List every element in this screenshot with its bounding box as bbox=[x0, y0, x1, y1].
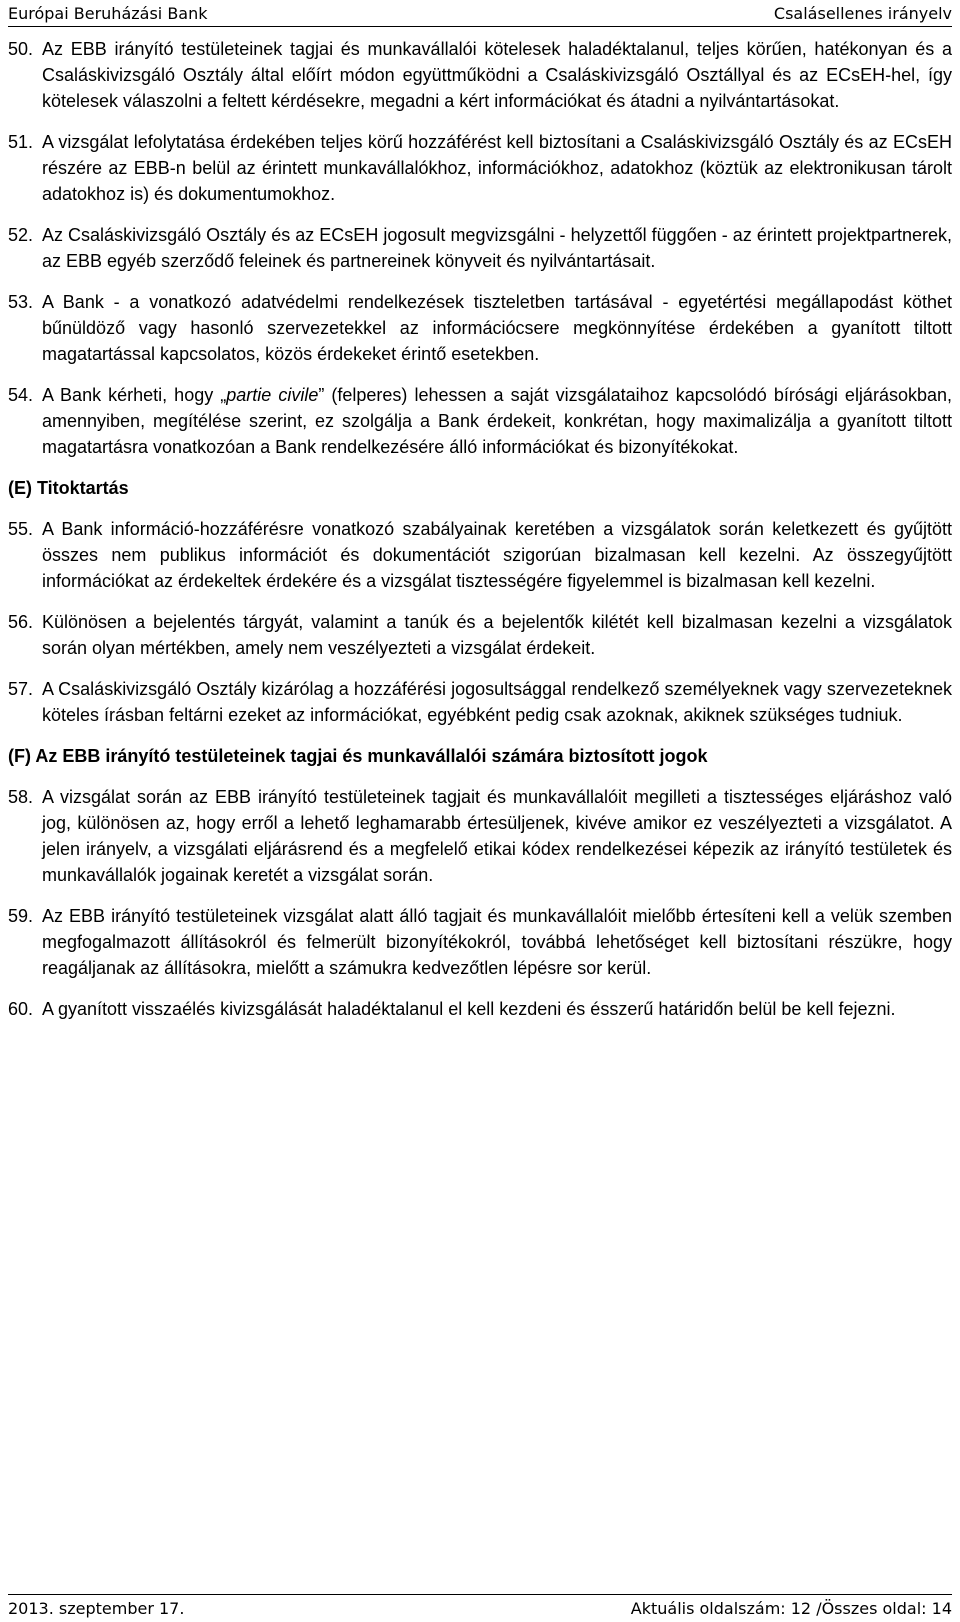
paragraph-54 bbox=[8, 382, 952, 460]
paragraph-50 bbox=[8, 36, 952, 114]
paragraph-number: 53. bbox=[8, 292, 34, 312]
paragraph-55 bbox=[8, 516, 952, 594]
document-body bbox=[8, 36, 952, 1037]
paragraph-text bbox=[42, 382, 952, 460]
paragraph-number: 54. bbox=[8, 385, 34, 405]
paragraph-text: Az EBB irányító testületeinek vizsgálat alatt álló tagjait és munkavállalóit mielőbb értesíteni kell a velük szemben megfogalmazott állításokról és felmerült bizonyítékokról, továbbá lehetőséget kell biztosítani részükre, hogy reagáljanak az állításokra, mielőtt a számukra kedvezőtlen lépésre sor kerül. bbox=[42, 906, 952, 978]
paragraph-number: 60. bbox=[8, 999, 34, 1019]
header-bank-name: Európai Beruházási Bank bbox=[8, 3, 208, 23]
paragraph-text: A Csaláskivizsgáló Osztály kizárólag a hozzáférési jogosultsággal rendelkező személyeknek vagy szervezeteknek köteles írásban feltárni ezeket az információkat, egyébként pedig csak azoknak, akiknek szükséges tudniuk. bbox=[42, 679, 952, 725]
italic-term: partie civile bbox=[226, 385, 319, 405]
footer-date: 2013. szeptember 17. bbox=[8, 1598, 185, 1618]
section-heading-f: (F) Az EBB irányító testületeinek tagjai és munkavállalói számára biztosított jogok bbox=[8, 746, 708, 766]
paragraph-56 bbox=[8, 609, 952, 661]
paragraph-53 bbox=[8, 289, 952, 367]
paragraph-text: Különösen a bejelentés tárgyát, valamint a tanúk és a bejelentők kilétét kell bizalmasan kezelni a vizsgálatok során olyan mértékben, amely nem veszélyezteti a vizsgálat érdekeit. bbox=[42, 612, 952, 658]
paragraph-60 bbox=[8, 996, 952, 1022]
paragraph-text: Az Csaláskivizsgáló Osztály és az ECsEH jogosult megvizsgálni - helyzettől függően - az érintett projektpartnerek, az EBB egyéb szerződő feleinek és partnereinek könyveit és nyilvántartásait. bbox=[42, 225, 952, 271]
paragraph-number: 50. bbox=[8, 39, 34, 59]
paragraph-text: Az EBB irányító testületeinek tagjai és munkavállalói kötelesek haladéktalanul, teljes körűen, hatékonyan és a Csaláskivizsgáló Osztály által előírt módon együttműködni a Csaláskivizsgáló Osztállyal és az ECsEH-hel, így kötelesek válaszolni a feltett kérdésekre, megadni a kért információkat és átadni a nyilvántartásokat. bbox=[42, 39, 952, 111]
footer-page-number: Aktuális oldalszám: 12 /Összes oldal: 14 bbox=[630, 1598, 952, 1618]
paragraph-number: 56. bbox=[8, 612, 34, 632]
paragraph-number: 59. bbox=[8, 906, 34, 926]
section-heading-e: (E) Titoktartás bbox=[8, 478, 129, 498]
paragraph-57 bbox=[8, 676, 952, 728]
paragraph-number: 52. bbox=[8, 225, 34, 245]
paragraph-number: 57. bbox=[8, 679, 34, 699]
paragraph-number: 58. bbox=[8, 787, 34, 807]
page-footer bbox=[8, 1594, 952, 1621]
paragraph-text: A vizsgálat során az EBB irányító testületeinek tagjait és munkavállalóit megilleti a tisztességes eljáráshoz való jog, különösen az, hogy erről a lehető leghamarabb értesüljenek, kivéve amikor ez veszélyezteti a vizsgálatot. A jelen irányelv, a vizsgálati eljárásrend és a megfelelő etikai kódex rendelkezései képezik az irányító testületek és munkavállalók jogainak keretét a vizsgálat során. bbox=[42, 787, 952, 885]
paragraph-text: A gyanított visszaélés kivizsgálását haladéktalanul el kell kezdeni és ésszerű határidőn belül be kell fejezni. bbox=[42, 999, 896, 1019]
paragraph-text: A Bank - a vonatkozó adatvédelmi rendelkezések tiszteletben tartásával - egyetértési megállapodást köthet bűnüldöző vagy hasonló szervezetekkel az információcsere megkönnyítése érdekében a gyanított tiltott magatartással kapcsolatos, közös érdekeket érintő esetekben. bbox=[42, 292, 952, 364]
text-segment: A Bank kérheti, hogy „ bbox=[42, 385, 227, 405]
paragraph-58 bbox=[8, 784, 952, 888]
paragraph-number: 55. bbox=[8, 519, 34, 539]
header-document-title: Csalásellenes irányelv bbox=[773, 3, 952, 23]
text-segment: ” (felperes) lehessen a saját vizsgálataihoz kapcsolódó bírósági eljárásokban, amennyiben, megítélése szerint, ez szolgálja a Bank érdekeit, konkrétan, hogy maximalizálja a gyanított tiltott magatartásra vonatkozóan a Bank rendelkezésére álló információkat és bizonyítékokat. bbox=[42, 385, 952, 457]
paragraph-text: A vizsgálat lefolytatása érdekében teljes körű hozzáférést kell biztosítani a Csaláskivizsgáló Osztály és az ECsEH részére az EBB-n belül az érintett munkavállalókhoz, információkhoz, adatokhoz (köztük az elektronikusan tárolt adatokhoz is) és dokumentumokhoz. bbox=[42, 132, 952, 204]
page-header bbox=[8, 0, 952, 27]
paragraph-number: 51. bbox=[8, 132, 34, 152]
paragraph-52 bbox=[8, 222, 952, 274]
paragraph-59 bbox=[8, 903, 952, 981]
paragraph-51 bbox=[8, 129, 952, 207]
paragraph-text: A Bank információ-hozzáférésre vonatkozó szabályainak keretében a vizsgálatok során keletkezett és gyűjtött összes nem publikus információt és dokumentációt szigorúan bizalmasan kell kezelni. Az összegyűjtött információkat az érdekeltek érdekére és a vizsgálat tisztességére figyelemmel is bizalmasan kell kezelni. bbox=[42, 519, 952, 591]
